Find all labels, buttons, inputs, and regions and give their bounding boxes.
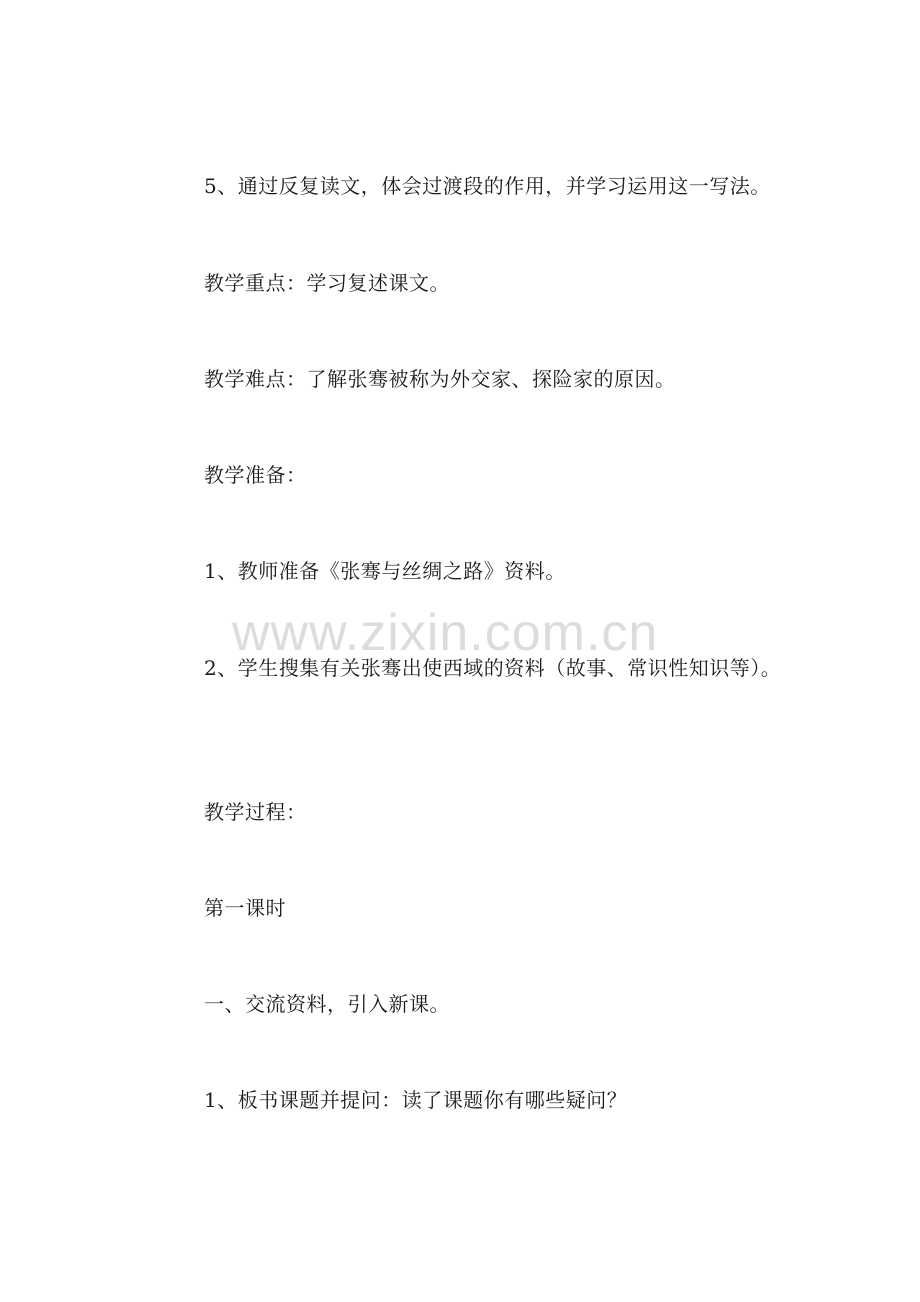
paragraph-section-one: 一、交流资料，引入新课。 bbox=[204, 992, 450, 1016]
paragraph-objective-5: 5、通过反复读文，体会过渡段的作用，并学习运用这一写法。 bbox=[204, 174, 771, 198]
paragraph-first-lesson: 第一课时 bbox=[204, 896, 286, 920]
paragraph-step-one: 1、板书课题并提问：读了课题你有哪些疑问？ bbox=[204, 1088, 628, 1112]
paragraph-process-heading: 教学过程： bbox=[204, 800, 307, 824]
paragraph-student-preparation: 2、学生搜集有关张骞出使西域的资料（故事、常识性知识等）。 bbox=[204, 656, 782, 680]
paragraph-preparation-heading: 教学准备： bbox=[204, 463, 307, 487]
paragraph-teacher-preparation: 1、教师准备《张骞与丝绸之路》资料。 bbox=[204, 559, 566, 583]
watermark: www.zixin.com.cn bbox=[232, 604, 659, 662]
paragraph-teaching-difficulty: 教学难点：了解张骞被称为外交家、探险家的原因。 bbox=[204, 367, 676, 391]
paragraph-teaching-focus: 教学重点：学习复述课文。 bbox=[204, 271, 450, 295]
